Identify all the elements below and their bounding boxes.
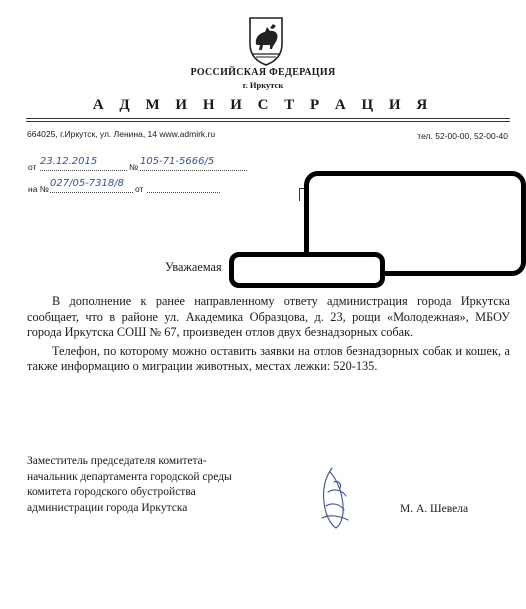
organization-title: А Д М И Н И С Т Р А Ц И Я	[92, 97, 434, 113]
position-line: Заместитель председателя комитета-	[27, 455, 207, 467]
salutation: Уважаемая	[165, 260, 222, 274]
redacted-recipient-name	[229, 252, 385, 288]
body-paragraph-2: Телефон, по которому можно оставить заявки на отлов безнадзорных собак и кошек, а также информацию о миграции животных, местах лежки: 520-135.	[27, 343, 510, 373]
from-label: от	[28, 162, 37, 172]
reply-label: на №	[28, 184, 49, 194]
number-sign-label: №	[129, 162, 139, 172]
header-divider-top	[26, 118, 510, 119]
country-name: РОССИЙСКАЯ ФЕДЕРАЦИЯ	[190, 67, 336, 78]
position-line: начальник департамента городской среды	[27, 470, 232, 483]
handwritten-signature	[312, 462, 360, 532]
letter-body	[27, 294, 510, 375]
reply-date-field	[147, 183, 220, 193]
handwritten-reply-number: 027/05-7318/8	[50, 178, 124, 189]
phone-line: тел. 52-00-00, 52-00-40	[417, 131, 508, 141]
position-line: администрации города Иркутска	[27, 501, 188, 514]
header-divider-bottom	[26, 121, 510, 122]
signatory-name: М. А. Шевела	[400, 503, 469, 515]
body-paragraph-1: В дополнение к ранее направленному ответу администрация города Иркутска сообщает, что в районе ул. Академика Образцова, д. 23, рощи «Молодежная», МБОУ города Иркутска СОШ № 67, произведен отлов двух безнадзорных собак.	[27, 294, 510, 339]
handwritten-date: 23.12.2015	[40, 156, 98, 167]
handwritten-outgoing-number: 105-71-5666/5	[140, 156, 215, 167]
address-line: 664025, г.Иркутск, ул. Ленина, 14 www.admirk.ru	[27, 129, 216, 139]
position-line: комитета городского обустройства	[27, 486, 196, 498]
signatory-position	[27, 454, 232, 516]
irkutsk-coat-of-arms-icon	[246, 14, 286, 66]
city-name: г. Иркутск	[242, 80, 284, 90]
reply-from-label: от	[135, 184, 144, 194]
